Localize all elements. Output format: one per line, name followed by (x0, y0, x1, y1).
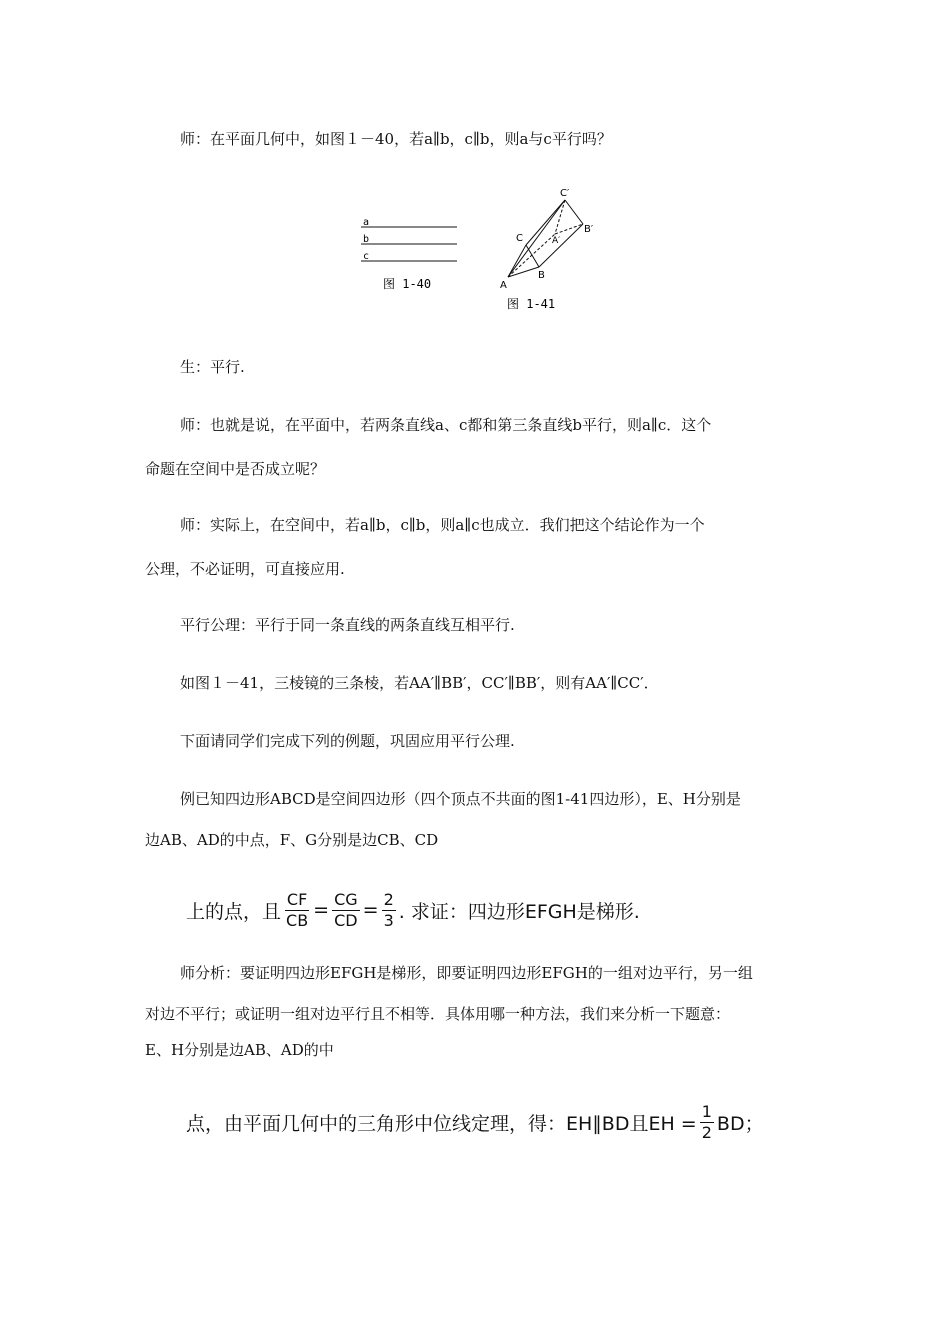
label-c: c (363, 251, 370, 262)
paragraph-7: 下面请同学们完成下列的例题，巩固应用平行公理. (180, 732, 515, 750)
paragraph-5: 平行公理：平行于同一条直线的两条直线互相平行. (180, 616, 515, 634)
fraction-cf-cb (284, 890, 310, 931)
paragraph-4-line-2: 公理，不必证明，可直接应用. (145, 560, 345, 578)
fraction-cd-denominator: CD (334, 910, 358, 930)
fraction-3-denominator: 3 (383, 910, 394, 930)
formula-2-suffix: BD； (716, 1112, 764, 1135)
vertex-b-prime-label: B′ (584, 224, 594, 235)
fraction-cf-numerator: CF (286, 889, 308, 909)
paragraph-2: 生：平行. (180, 358, 245, 376)
formula-1-suffix: . 求证：四边形EFGH是梯形. (398, 900, 640, 923)
label-b: b (363, 234, 370, 245)
paragraph-1: 师：在平面几何中，如图１－40，若a∥b，c∥b，则a与c平行吗？ (180, 130, 612, 148)
fraction-cg-cd (332, 890, 360, 931)
fraction-2-numerator: 2 (383, 889, 394, 909)
formula-line-2 (186, 1098, 764, 1146)
paragraph-4-line-1: 师：实际上，在空间中，若a∥b，c∥b，则a∥c也成立．我们把这个结论作为一个 (180, 516, 705, 534)
fraction-cb-denominator: CB (286, 910, 309, 930)
formula-2-prefix: 点，由平面几何中的三角形中位线定理，得：EH∥BD且EH = (186, 1112, 697, 1135)
paragraph-8-line-1: 例已知四边形ABCD是空间四边形（四个顶点不共面的图1-41四边形），E、H分别是 (180, 790, 741, 808)
fraction-2-denominator: 2 (701, 1122, 712, 1142)
paragraph-9-line-3: E、H分别是边AB、AD的中 (145, 1041, 334, 1059)
figure-1-41-caption: 图 1-41 (507, 297, 556, 311)
figure-1-40-caption: 图 1-40 (383, 277, 432, 291)
fraction-1-numerator: 1 (701, 1101, 712, 1121)
figure-1-40 (355, 210, 465, 294)
vertex-c-prime-label: C′ (560, 188, 570, 199)
formula-line-1 (186, 886, 640, 934)
paragraph-9-line-1: 师分析：要证明四边形EFGH是梯形，即要证明四边形EFGH的一组对边平行，另一组 (180, 964, 753, 982)
paragraph-3-line-2: 命题在空间中是否成立呢？ (145, 460, 326, 478)
paragraph-9-line-2: 对边不平行；或证明一组对边平行且不相等．具体用哪一种方法，我们来分析一下题意： (145, 1005, 731, 1023)
fraction-two-thirds (382, 890, 396, 931)
paragraph-6: 如图１－41，三棱镜的三条棱，若AA′∥BB′，CC′∥BB′，则有AA′∥CC′． (180, 674, 659, 692)
equals-sign-1: = (313, 899, 330, 921)
fraction-one-half (700, 1102, 714, 1143)
paragraph-3-line-1: 师：也就是说，在平面中，若两条直线a、c都和第三条直线b平行，则a∥c．这个 (180, 416, 712, 434)
figure-1-41 (495, 182, 605, 312)
fraction-cg-numerator: CG (334, 889, 358, 909)
label-a: a (363, 217, 370, 228)
vertex-b-label: B (538, 270, 545, 281)
vertex-c-label: C (516, 233, 523, 244)
formula-1-prefix: 上的点，且 (186, 900, 282, 923)
vertex-a-label: A (500, 280, 507, 291)
equals-sign-2: = (362, 899, 379, 921)
vertex-a-prime-label: A′ (552, 236, 561, 246)
paragraph-8-line-2: 边AB、AD的中点，F、G分别是边CB、CD (145, 831, 439, 849)
